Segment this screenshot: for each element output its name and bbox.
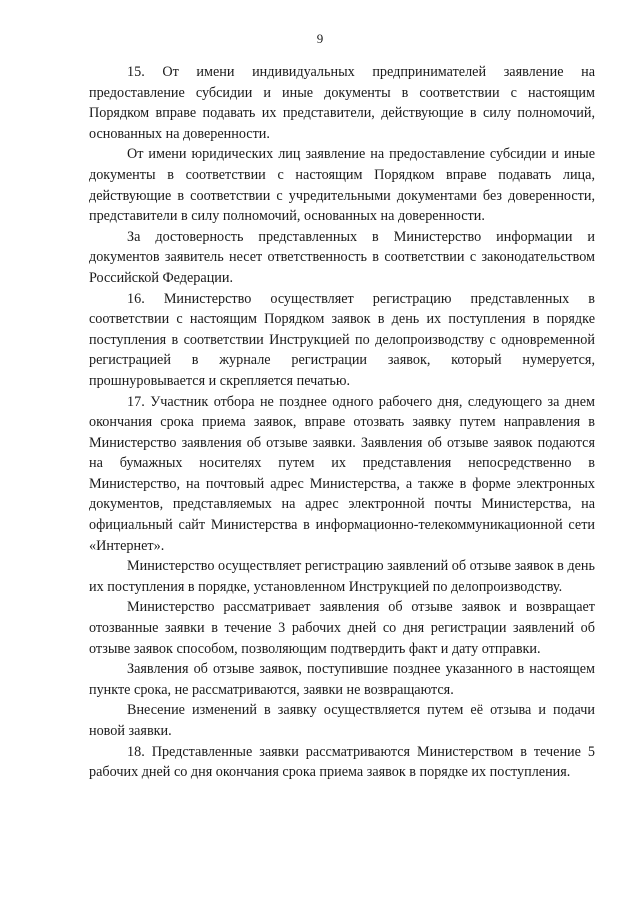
paragraph-18: 18. Представленные заявки рассматриваются Министерством в течение 5 рабочих дней со дня окончания срока приема заявок в порядке их поступления. bbox=[89, 743, 595, 781]
page-number: 9 bbox=[316, 31, 324, 46]
paragraph-16: 16. Министерство осуществляет регистрацию представленных в соответствии с настоящим Порядком заявок в день их поступления в порядке поступления в соответствии Инструкцией по делопроизводству с одновременной регистрацией в журнале регистрации заявок, который нумеруется, прошнуровывается и скрепляется печатью. bbox=[89, 290, 595, 389]
paragraph-legal-entities: От имени юридических лиц заявление на предоставление субсидии и иные документы в соответствии с настоящим Порядком вправе подавать лица, действующие в соответствии с учредительными документами без доверенности, представители в силу полномочий, основанных на доверенности. bbox=[89, 146, 595, 225]
paragraph-15: 15. От имени индивидуальных предпринимателей заявление на предоставление субсидии и иные документы в соответствии с настоящим Порядком вправе подавать их представители, действующие в силу полномочий, основанных на доверенности. bbox=[89, 64, 595, 142]
paragraph-withdrawal-registration: Министерство осуществляет регистрацию заявлений об отзыве заявок в день их поступления в порядке, установленном Инструкцией по делопроизводству. bbox=[89, 558, 595, 595]
document-body bbox=[89, 62, 595, 783]
paragraph-withdrawal-review: Министерство рассматривает заявления об отзыве заявок и возвращает отозванные заявки в течение 3 рабочих дней со дня регистрации заявлений об отзыве заявок способом, позволяющим подтвердить факт и дату отправки. bbox=[89, 599, 595, 657]
paragraph-late-withdrawals: Заявления об отзыве заявок, поступившие позднее указанного в настоящем пункте срока, не рассматриваются, заявки не возвращаются. bbox=[89, 661, 595, 698]
paragraph-17: 17. Участник отбора не позднее одного рабочего дня, следующего за днем окончания срока приема заявок, вправе отозвать заявку путем направления в Министерство заявления об отзыве заявки. Заявления об отзыве заявок подаются на бумажных носителях путем их представления непосредственно в Министерство, на почтовый адрес Министерства, а также в форме электронных документов, представляемых на адрес электронной почты Министерства, на официальный сайт Министерства в информационно-телекоммуникационной сети «Интернет». bbox=[89, 393, 595, 554]
paragraph-responsibility: За достоверность представленных в Министерство информации и документов заявитель несет ответственность в соответствии с законодательством Российской Федерации. bbox=[89, 228, 595, 286]
paragraph-changes: Внесение изменений в заявку осуществляется путем её отзыва и подачи новой заявки. bbox=[89, 702, 595, 739]
